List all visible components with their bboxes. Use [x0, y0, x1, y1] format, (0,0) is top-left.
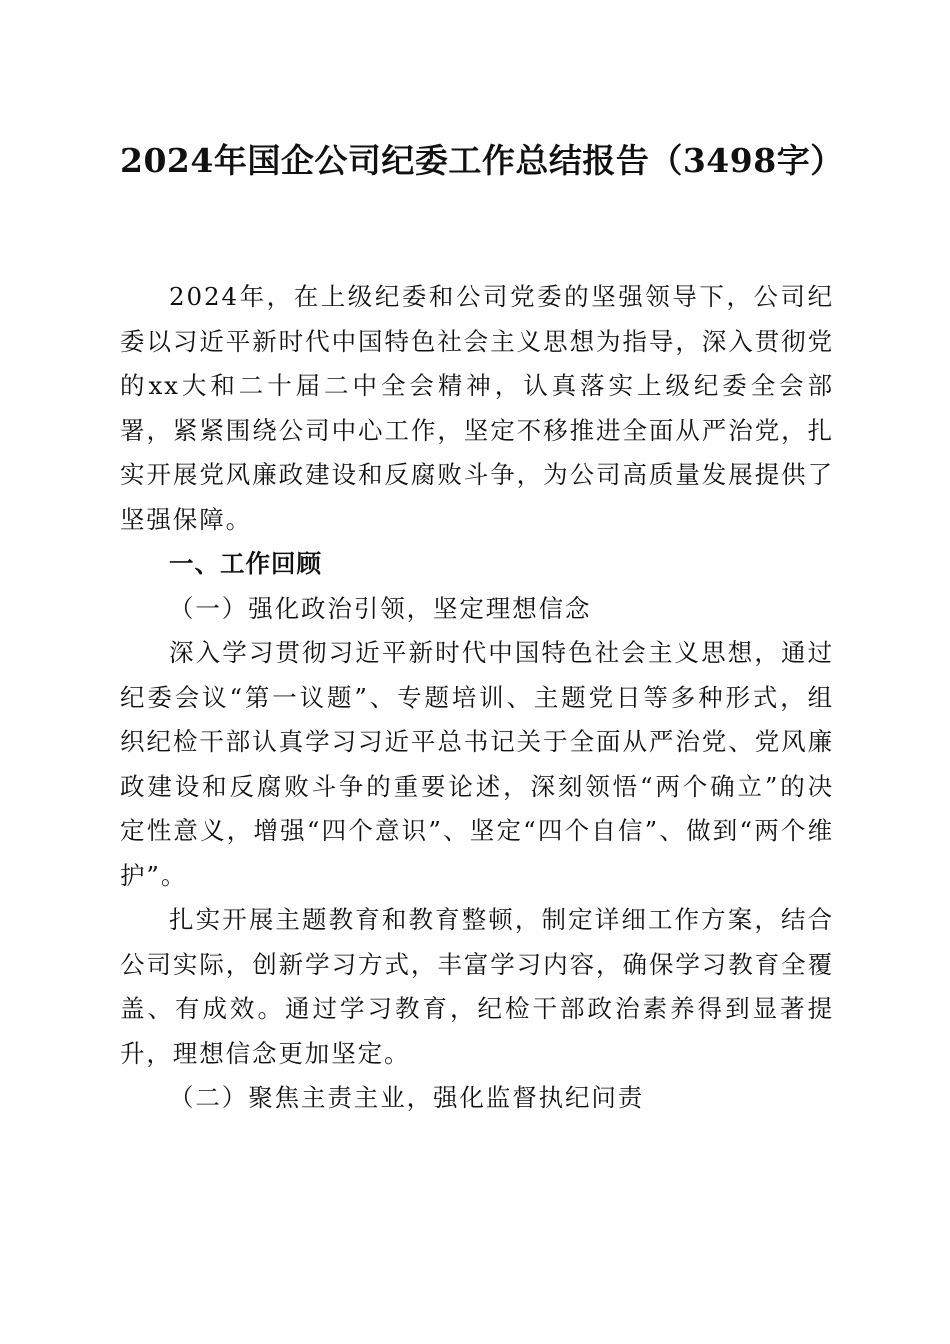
paragraph-theme-education: 扎实开展主题教育和教育整顿，制定详细工作方案，结合公司实际，创新学习方式，丰富学习内容，确保学习教育全覆盖、有成效。通过学习教育，纪检干部政治素养得到显著提升，理想信念更加坚定。	[120, 905, 834, 1068]
document-title: 2024年国企公司纪委工作总结报告（3498字）	[120, 141, 844, 180]
subsection-heading-supervision: （二）聚焦主责主业，强化监督执纪问责	[169, 1083, 645, 1112]
section-heading-work-review: 一、工作回顾	[169, 549, 322, 578]
intro-paragraph: 2024年，在上级纪委和公司党委的坚强领导下，公司纪委以习近平新时代中国特色社会主义思想为指导，深入贯彻党的xx大和二十届二中全会精神，认真落实上级纪委全会部署，紧紧围绕公司中心工作，坚定不移推进全面从严治党，扎实开展党风廉政建设和反腐败斗争，为公司高质量发展提供了坚强保障。	[120, 282, 834, 534]
paragraph-study-thought: 深入学习贯彻习近平新时代中国特色社会主义思想，通过纪委会议“第一议题”、专题培训、主题党日等多种形式，组织纪检干部认真学习习近平总书记关于全面从严治党、党风廉政建设和反腐败斗争的重要论述，深刻领悟“两个确立”的决定性意义，增强“四个意识”、坚定“四个自信”、做到“两个维护”。	[120, 638, 834, 890]
subsection-heading-political-guidance: （一）强化政治引领，坚定理想信念	[169, 593, 592, 623]
document-body	[120, 275, 834, 1121]
